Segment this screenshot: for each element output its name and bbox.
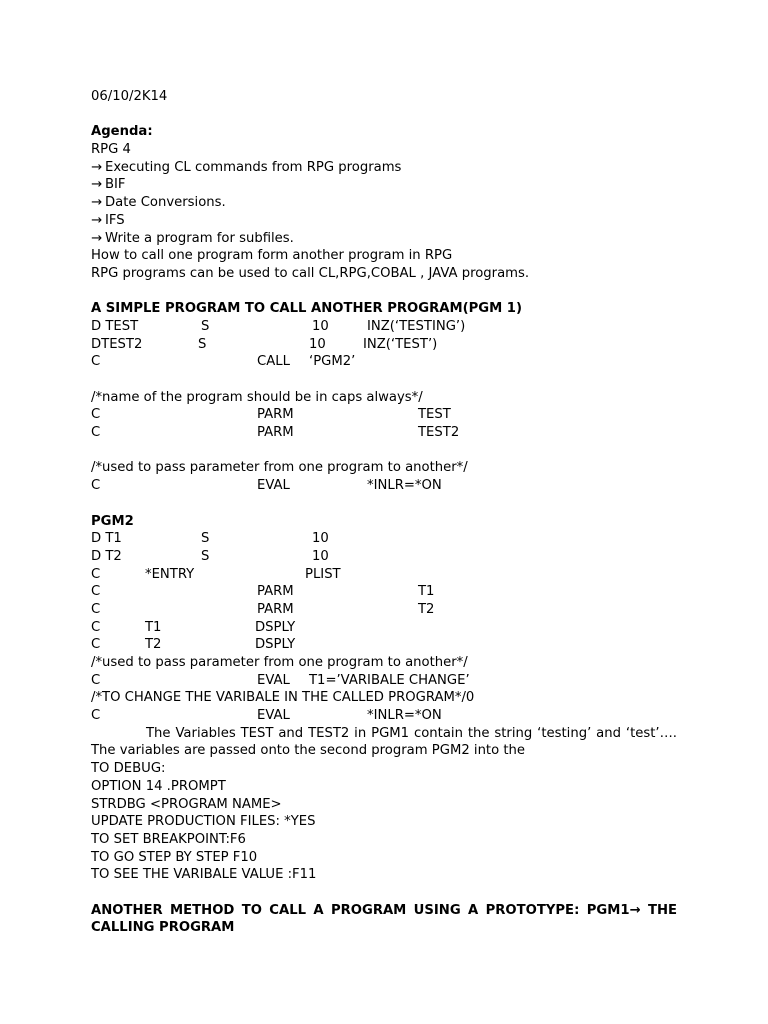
date-line: 06/10/2K14	[91, 89, 168, 104]
explanation-paragraph: The Variables TEST and TEST2 in PGM1 contain the string ‘testing’ and ‘test’…. The variables are passed onto the second program PGM2 into the	[91, 725, 677, 759]
code-line: C EVAL *INLR=*ON	[91, 478, 442, 494]
code-line: DTEST2 S 10 INZ(‘TEST’)	[91, 336, 438, 352]
code-line: C PARM TEST2	[91, 425, 460, 441]
code-comment: /*TO CHANGE THE VARIBALE IN THE CALLED PROGRAM*/0	[91, 690, 475, 706]
arrow-icon: →	[91, 195, 103, 211]
code-line: C PARM TEST	[91, 407, 451, 423]
code-line: C PARM T1	[91, 584, 435, 600]
debug-line: OPTION 14 .PROMPT	[91, 778, 226, 794]
code-line: C T1 DSPLY	[91, 619, 296, 635]
agenda-item: → IFS	[91, 212, 125, 228]
pgm1-heading: A SIMPLE PROGRAM TO CALL ANOTHER PROGRAM(PGM 1)	[91, 301, 523, 317]
arrow-icon: →	[91, 230, 103, 246]
intro-line: How to call one program form another program in RPG	[91, 248, 453, 264]
debug-line: TO DEBUG:	[91, 761, 166, 777]
arrow-icon: →	[91, 159, 103, 175]
agenda-item: → Date Conversions.	[91, 195, 226, 211]
code-line: C PARM T2	[91, 601, 435, 617]
arrow-icon: →	[91, 212, 103, 228]
code-line: D TEST S 10 INZ(‘TESTING’)	[91, 318, 466, 334]
agenda-item: → Write a program for subfiles.	[91, 230, 294, 246]
agenda-item: → Executing CL commands from RPG programs	[91, 159, 402, 175]
code-line: D T1 S 10	[91, 531, 329, 547]
pgm2-heading: PGM2	[91, 513, 134, 529]
code-line: C EVAL T1=’VARIBALE CHANGE’	[91, 672, 470, 688]
code-line: C EVAL *INLR=*ON	[91, 708, 442, 724]
code-comment: /*name of the program should be in caps always*/	[91, 389, 423, 405]
code-line: D T2 S 10	[91, 548, 329, 564]
intro-line: RPG programs can be used to call CL,RPG,COBAL , JAVA programs.	[91, 265, 530, 281]
arrow-icon: →	[629, 902, 641, 918]
debug-line: UPDATE PRODUCTION FILES: *YES	[91, 814, 316, 830]
code-comment: /*used to pass parameter from one program to another*/	[91, 655, 468, 670]
arrow-icon: →	[91, 177, 103, 193]
code-line: C *ENTRY PLIST	[91, 566, 341, 582]
document-page	[91, 88, 677, 937]
code-line: C CALL ‘PGM2’	[91, 354, 356, 370]
code-comment: /*used to pass parameter from one program to another*/	[91, 460, 468, 476]
debug-line: STRDBG <PROGRAM NAME>	[91, 796, 282, 812]
debug-line: TO SET BREAKPOINT:F6	[91, 831, 246, 847]
agenda-subtitle: RPG 4	[91, 142, 131, 158]
agenda-item: → BIF	[91, 177, 126, 193]
prototype-heading: ANOTHER METHOD TO CALL A PROGRAM USING A PROTOTYPE: PGM1→ THE CALLING PROGRAM	[91, 902, 677, 936]
agenda-title: Agenda:	[91, 124, 153, 140]
code-line: C T2 DSPLY	[91, 637, 296, 653]
debug-line: TO SEE THE VARIBALE VALUE :F11	[91, 867, 317, 883]
debug-line: TO GO STEP BY STEP F10	[91, 849, 258, 865]
